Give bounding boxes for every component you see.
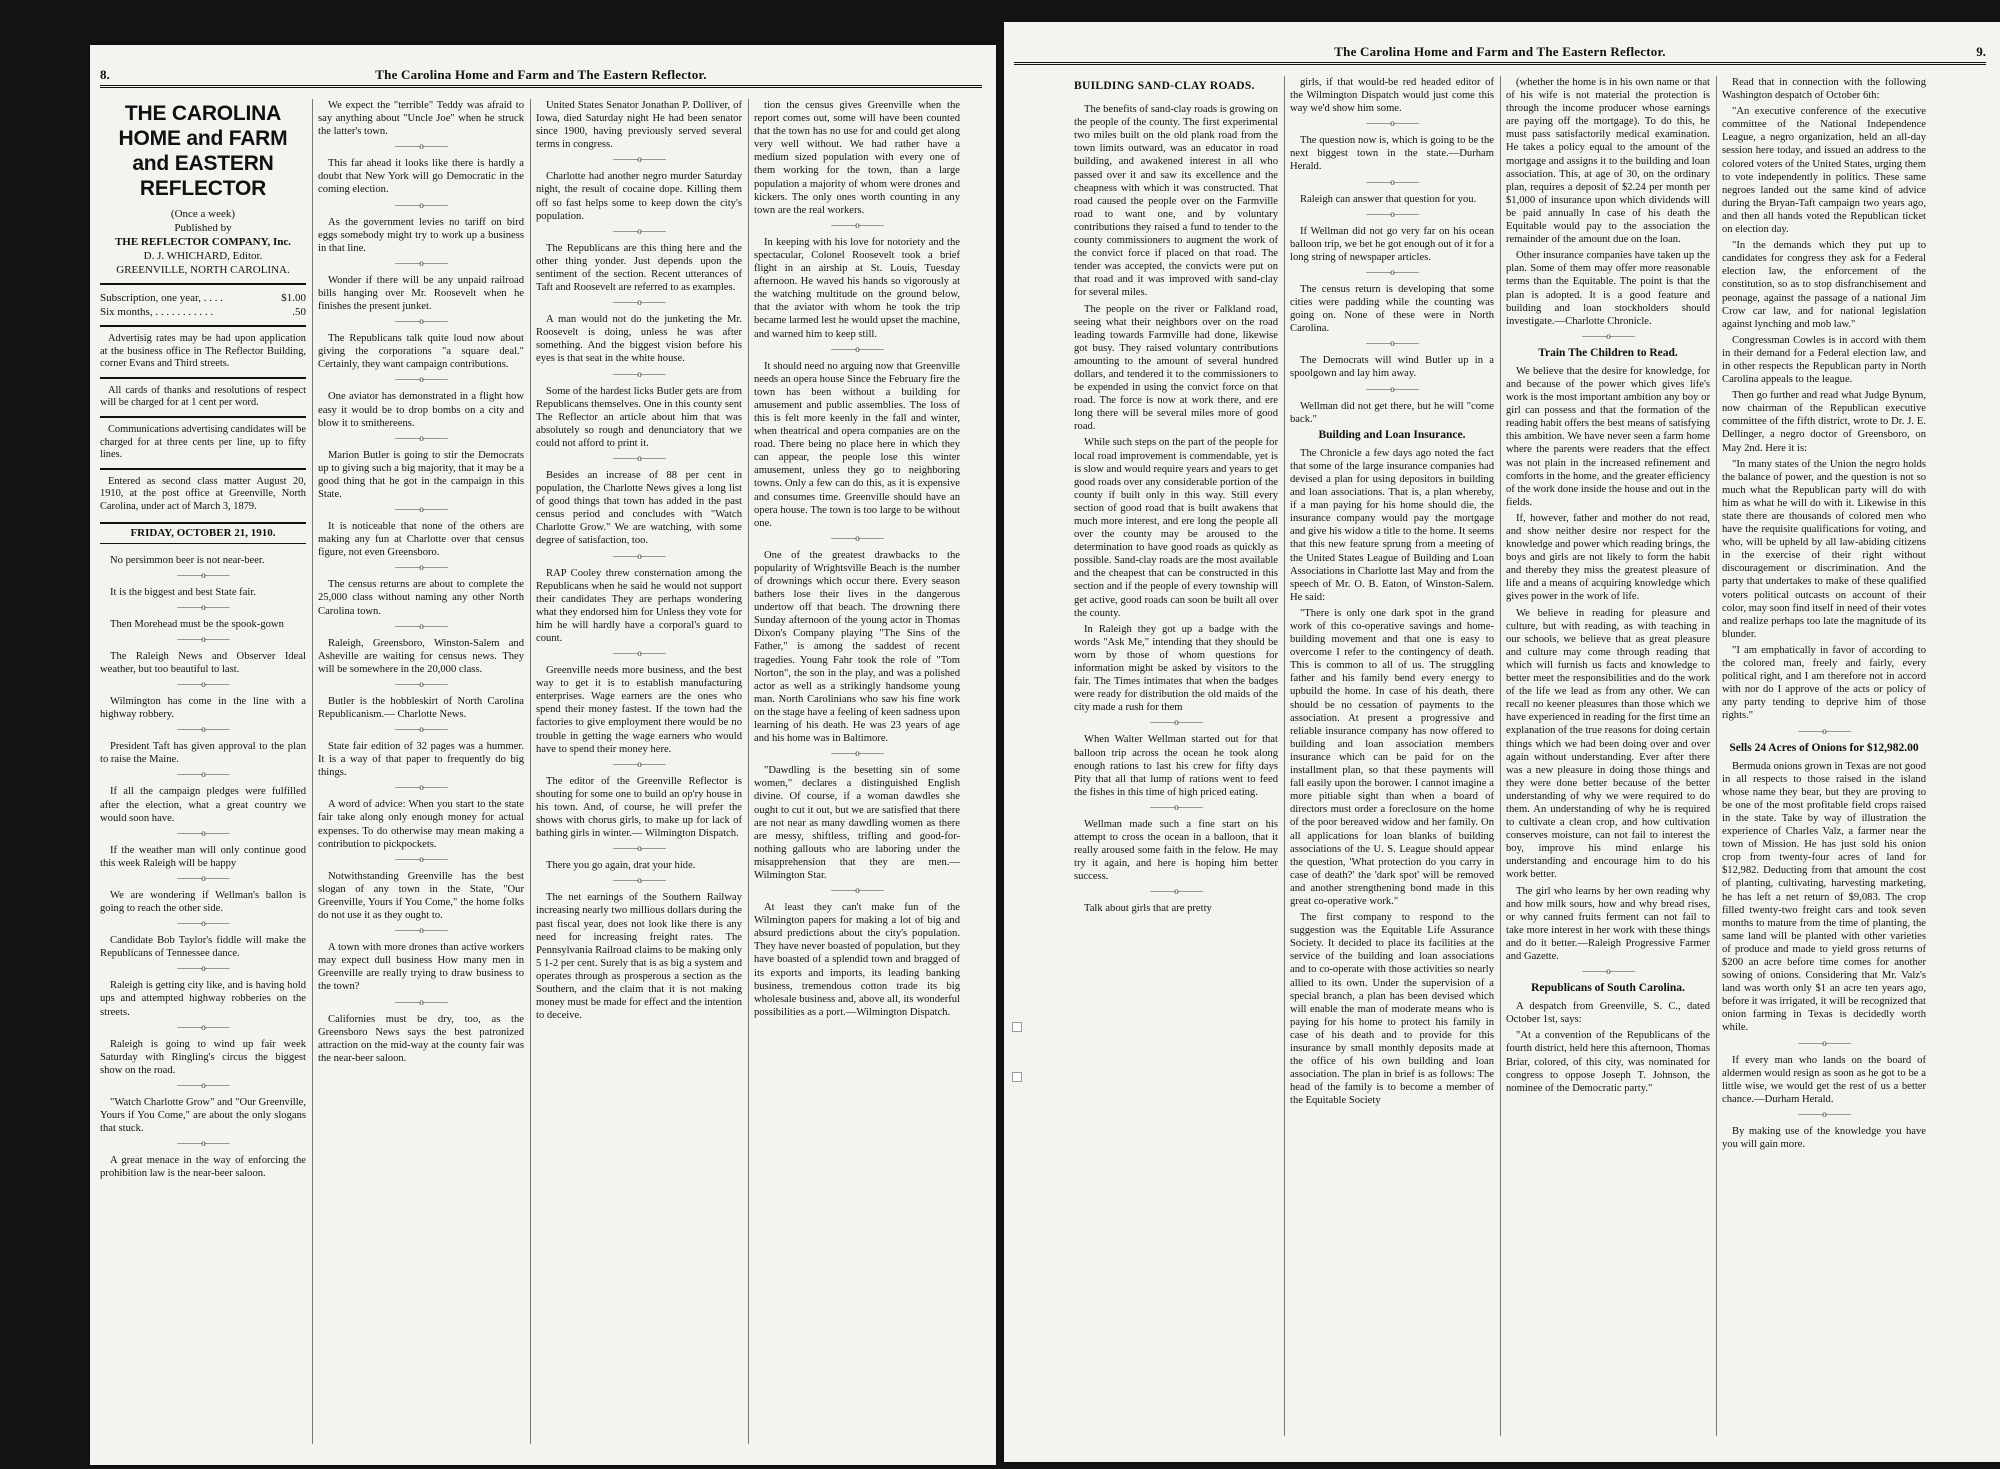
divider bbox=[100, 468, 306, 470]
paragraph: The Republicans are this thing here and the other thing yonder. Just depends upon the sentiment of the section. Recent utterances of Taft and Roosevelt are referred to as examples. bbox=[536, 242, 742, 294]
column-4 bbox=[754, 99, 960, 1444]
paragraph: Californies must be dry, too, as the Greensboro News says the best patronized attraction on the mid-way at the county fair was the near-beer saloon. bbox=[318, 1013, 524, 1064]
separator: ———o——— bbox=[395, 724, 447, 735]
paragraph: "There is only one dark spot in the grand work of this co-operative savings and home-building movement and that one is easy to overcome I refer to the contingency of death. This is common to all of us. The struggling father and his family bend every energy to upbuild the home. In case of his death, there should be no cessation of payments to the association. At present a progressive and reliable insurance company has now offered to building and loan association members insurance which can be paid for on the installment plan, so that these payments will fall easily upon the borower. I cannot imagine a more pitiable sight than when a board of directors must order a foreclosure on the home of the poor bereaved widow and her family. On all applications for loan blanks of building associations of the U. S. League should appear the question, 'What protection do you carry in case of death?' the 'dark spot' will be removed and another strengthening bond made in this great co-operative work." bbox=[1290, 607, 1494, 907]
paragraph: The question now is, which is going to be the next biggest town in the state.—Durham Herald. bbox=[1290, 135, 1494, 173]
paragraph: If the weather man will only continue good this week Raleigh will be happy bbox=[100, 844, 306, 869]
masthead-editor: D. J. WHICHARD, Editor. bbox=[143, 250, 263, 262]
column-divider bbox=[312, 99, 313, 1444]
paragraph: The census returns are about to complete the 25,000 class without naming any other North Carolina town. bbox=[318, 579, 524, 617]
paragraph: As the government levies no tariff on bird eggs somebody might try to work up a business in that line. bbox=[318, 216, 524, 254]
separator: ———o——— bbox=[1150, 886, 1202, 897]
separator: ———o——— bbox=[831, 343, 883, 354]
notice: Advertisig rates may be had upon application at the business office in The Reflector Building, corner Evans and Third streets. bbox=[100, 333, 306, 370]
separator: ———o——— bbox=[1798, 1037, 1850, 1048]
paragraph: No persimmon beer is not near-beer. bbox=[110, 554, 265, 566]
masthead-title: THE CAROLINA HOME and FARM and EASTERN REFLECTOR bbox=[118, 102, 288, 200]
sub-price: .50 bbox=[292, 306, 306, 318]
separator: ———o——— bbox=[395, 996, 447, 1007]
article-body bbox=[1722, 760, 1926, 1152]
scan-marker bbox=[1012, 1072, 1022, 1082]
column-1 bbox=[1074, 76, 1278, 1436]
paragraph: In Raleigh they got up a badge with the words "Ask Me," intending that they should be worn by those of whom questions for information might be asked by visitors to the fair. The Times intimates that when the badges were ready for distribution the old maids of the city made a rush for them bbox=[1074, 623, 1278, 714]
separator: ———o——— bbox=[395, 782, 447, 793]
separator: ———o——— bbox=[831, 748, 883, 759]
divider bbox=[100, 377, 306, 379]
separator: ———o——— bbox=[613, 225, 665, 236]
paragraph: It is noticeable that none of the others are making any fun at Charlotte over that census figure, not even Greensboro. bbox=[318, 521, 524, 559]
paragraph: Talk about girls that are pretty bbox=[1084, 903, 1212, 915]
paragraph: Congressman Cowles is in accord with them in their demand for a Federal election law, and in other respects the Republican party in North Carolina appeals to the league. bbox=[1722, 334, 1926, 386]
paragraph: "An executive conference of the executive committee of the National Independence League, a negro organization, held an all-day session here today, and issued an address to the colored voters of the United States, urging them to vote independently in politics. These same negroes landed out the same kind of advice during the Bryan-Taft campaign two years ago, and then all hands voted the Republican ticket on election day. bbox=[1722, 106, 1926, 236]
paragraph: (whether the home is in his own name or that of his wife is not material the protection is through the income producer whose earnings are paying off the mortgage). To do this, he must pass satisfactorily medical examination. He takes a policy equal to the amount of the mortgage and assigns it to the building and loan association. This, at age of 30, on the ordinary plan, requires a deposit of $2.24 per month per $1,000 of insurance upon which dividends will be paid annually In case of his death the Equitable would pay to the association the remainder of the amount due on the loan. bbox=[1506, 77, 1710, 246]
paragraph: This far ahead it looks like there is hardly a doubt that New York will go Democratic in the coming election. bbox=[318, 158, 524, 196]
paragraph: girls, if that would-be red headed editor of the Wilmington Dispatch would just come this way we'd show him some. bbox=[1290, 77, 1494, 115]
paragraph: If all the campaign pledges were fulfilled after the election, what a great country we would soon have. bbox=[100, 786, 306, 824]
separator: ———o——— bbox=[395, 316, 447, 327]
article-body bbox=[1506, 1000, 1710, 1095]
separator: ———o——— bbox=[1150, 801, 1202, 812]
article-body bbox=[1722, 76, 1926, 723]
sub-label: Six months, . . . . . . . . . . . bbox=[100, 306, 214, 318]
column-3 bbox=[536, 99, 742, 1444]
paragraph: "I am emphatically in favor of according to the colored man, freely and fairly, every political right, and I am therefore not in accord with nor do I approve of the acts or policy of any party tending to deprive him of those rights." bbox=[1722, 644, 1926, 722]
paragraph: The girl who learns by her own reading why and how milk sours, how and why bread rises, or why canned fruits ferment can not fail to take more interest in her work with these things and do it better.—Raleigh Progressive Farmer and Gazette. bbox=[1506, 885, 1710, 962]
separator: ———o——— bbox=[613, 843, 665, 854]
paragraph: Wellman made such a fine start on his attempt to cross the ocean in a balloon, that it really aroused some faith in the felow. He may try it again, and here is hoping him better success. bbox=[1074, 818, 1278, 883]
divider bbox=[100, 325, 306, 327]
separator: ———o——— bbox=[395, 199, 447, 210]
paragraph: We are wondering if Wellman's ballon is going to reach the other side. bbox=[100, 889, 306, 915]
separator: ———o——— bbox=[177, 827, 229, 838]
masthead-info bbox=[100, 207, 306, 277]
column-divider bbox=[530, 99, 531, 1444]
notice: Communications advertising candidates will be charged for at three cents per line, up to fifty lines. bbox=[100, 423, 306, 461]
separator: ———o——— bbox=[1582, 966, 1634, 977]
issue-date: FRIDAY, OCTOBER 21, 1910. bbox=[100, 522, 306, 544]
subscription-six-months bbox=[100, 305, 306, 319]
paragraph: tion the census gives Greenville when the report comes out, some will have been counted that the town has no use for and could get along very well without. We had rather have a medium sized population with every one of them working for the town, than a large population a majority of whom were drones and kickers. The only ones worth counting in any town are the real workers. bbox=[754, 100, 960, 216]
paragraph: It should need no arguing now that Greenville needs an opera house Since the February fire the town has been without a building for amusement and public assemblies. The loss of this is felt more keenly in the fall and winter, when theatrical and opera companies are on the road. There being no place here in which they can appear, the people lose this winter amusement, unless they go to neighboring towns. Only a few can do this, as it is expensive and consumes time. Greenville should have an opera house. The town is too large to be without one. bbox=[754, 360, 960, 529]
separator: ———o——— bbox=[395, 925, 447, 936]
paragraph: Raleigh, Greensboro, Winston-Salem and Asheville are waiting for census news. They will be somewhere in the 20,000 class. bbox=[318, 637, 524, 675]
paragraph: Candidate Bob Taylor's fiddle will make the Republicans of Tennessee dance. bbox=[100, 935, 306, 960]
separator: ———o——— bbox=[1150, 717, 1202, 728]
page-number: 8. bbox=[100, 67, 110, 82]
paragraph: Raleigh is getting city like, and is having hold ups and attempted highway robberies on the streets. bbox=[100, 980, 306, 1018]
column-2 bbox=[318, 99, 524, 1444]
separator: ———o——— bbox=[177, 1021, 229, 1032]
column-2 bbox=[1290, 76, 1494, 1436]
paragraph: "In many states of the Union the negro holds the balance of power, and the question is not so much what the Republican party will do with him as what he will do with it. Likewise in this state there are thousands of colored men who have the requisite qualifications for voting, and who, will be upheld by all law-abiding citizens in the exercise of their right without discouragement or discrimination. And the party that undertakes to make of these qualified voters political outcasts on account of their color, may soon find itself in need of their votes and realize perhaps too late the magnitude of its blunder. bbox=[1722, 458, 1926, 640]
separator: ———o——— bbox=[613, 648, 665, 659]
separator: ———o——— bbox=[395, 432, 447, 443]
separator: ———o——— bbox=[613, 452, 665, 463]
paragraph: President Taft has given approval to the plan to raise the Maine. bbox=[100, 741, 306, 766]
separator: ———o——— bbox=[177, 601, 229, 612]
paragraph: Read that in connection with the following Washington despatch of October 6th: bbox=[1722, 77, 1926, 102]
sub-label: Subscription, one year, . . . . bbox=[100, 292, 223, 304]
paragraph: United States Senator Jonathan P. Dolliver, of Iowa, died Saturday night He had been senator since 1900, having previously served several terms in congress. bbox=[536, 100, 742, 151]
paragraph: The people on the river or Falkland road, seeing what their neighbors over on the road leading towards Farmville had done, likewise got busy. They raised voluntary contributions amounting to the amount of several hundred dollars, and tendered it to the commissioners to be expended in using the convict force on that road. The force is now at work there, and ere long there will be several miles more of good road. bbox=[1074, 303, 1278, 433]
newspaper-page-right bbox=[1004, 22, 2000, 1462]
masthead-location: GREENVILLE, NORTH CAROLINA. bbox=[116, 264, 290, 276]
paragraph: Wonder if there will be any unpaid railroad bills hanging over Mr. Roosevelt when he finishes the present junket. bbox=[318, 274, 524, 313]
paragraph: Wellman did not get there, but he will "come back." bbox=[1290, 400, 1494, 425]
column-4 bbox=[1722, 76, 1926, 1436]
paragraph: The census return is developing that some cities were padding while the counting was going on. None of these were in North Carolina. bbox=[1290, 283, 1494, 335]
separator: ———o——— bbox=[831, 532, 883, 543]
paragraph: Raleigh is going to wind up fair week Saturday with Ringling's circus the biggest show on the road. bbox=[100, 1038, 306, 1076]
separator: ———o——— bbox=[177, 872, 229, 883]
separator: ———o——— bbox=[177, 963, 229, 974]
paragraph: It is the biggest and best State fair. bbox=[110, 586, 256, 598]
running-head: The Carolina Home and Farm and The Eastern Reflector. bbox=[375, 67, 707, 82]
column-3 bbox=[1506, 76, 1710, 1436]
column-divider bbox=[1716, 76, 1717, 1436]
column-divider bbox=[1500, 76, 1501, 1436]
paragraph: The net earnings of the Southern Railway increasing nearly two millious dollars during the past fiscal year, does not look like there is any need for increasing freight rates. The Pennsylvania Railroad claims to be making only 5 1-2 per cent. Surely that is as big a system and operates through as prosperous a section as the Southern, and the claim that it is not making money must be made for effect and the intention to deceive. bbox=[536, 892, 742, 1022]
column-items bbox=[1074, 623, 1278, 916]
paragraph: The benefits of sand-clay roads is growing on the people of the county. The first experimental two miles built on the old plank road from the town limits outward, was an educator in road building, and awakened interest in all who passed over it and saw its excellence and the cheapness with which it was constructed. That road caused the people over on the Farmville road to want one, and by voluntary contributions they raised a fund to tender to the county commissioners to augment the work of the convict force if placed on that road. The tender was accepted, the convicts were put on that road and it was improved with sand-clay for several miles. bbox=[1074, 104, 1278, 299]
paragraph: Other insurance companies have taken up the plan. Some of them may offer more reasonable terms than the Equitable. The point is that the plan is adopted. It is a good feature and building and loan stockholders should investigate.—Charlotte Chronicle. bbox=[1506, 250, 1710, 327]
page-header bbox=[100, 67, 982, 87]
separator: ———o——— bbox=[177, 679, 229, 690]
notice: Entered as second class matter August 20, 1910, at the post office at Greenville, North Carolina, under act of March 3, 1879. bbox=[100, 475, 306, 512]
subscription-year bbox=[100, 291, 306, 305]
separator: ———o——— bbox=[613, 758, 665, 769]
article-body bbox=[1290, 447, 1494, 1108]
separator: ———o——— bbox=[395, 504, 447, 515]
column-divider bbox=[1284, 76, 1285, 1436]
separator: ———o——— bbox=[395, 678, 447, 689]
page-number: 9. bbox=[1976, 44, 1986, 59]
separator: ———o——— bbox=[831, 885, 883, 896]
paragraph: We expect the "terrible" Teddy was afraid to say anything about "Uncle Joe" when he struck the latter's town. bbox=[318, 100, 524, 138]
separator: ———o——— bbox=[395, 853, 447, 864]
masthead-company: THE REFLECTOR COMPANY, Inc. bbox=[114, 236, 292, 248]
paragraph: Charlotte had another negro murder Saturday night, the result of cocaine dope. Killing them off so fast helps some to keep down the city's population. bbox=[536, 171, 742, 222]
separator: ———o——— bbox=[1366, 338, 1418, 349]
paragraph: Bermuda onions grown in Texas are not good in all respects to those raised in the island whose name they bear, but they are proving to be one of the most profitable field crops raised in the state. Take by way of illustration the experience of Charles Valz, a farmer near the town of Mission. He has just sold his onion crop from twenty-four acres of land for $12,982. Deducting from that amount the cost of planting, cultivating, harvesting marketing, he has left a net return of $9,083. The crop filled twenty-two freight cars and took seven months to mature from the time of planting, the same land will be planted with other varieties of produce and made to yield gross returns of $200 an acre before time comes for another sowing of onions. Considering that Mr. Valz's land was worth only $1 an acre ten years ago, before it was irrigated, it will be recognized that onion farming in Texas is decidedly worth while. bbox=[1722, 760, 1926, 1034]
separator: ———o——— bbox=[395, 562, 447, 573]
separator: ———o——— bbox=[1366, 118, 1418, 129]
paragraph: There you go again, drat your hide. bbox=[546, 860, 696, 872]
separator: ———o——— bbox=[613, 297, 665, 308]
paragraph: State fair edition of 32 pages was a hummer. It is a way of that paper to frequently do big things. bbox=[318, 741, 524, 779]
paragraph: Besides an increase of 88 per cent in population, the Charlotte News gives a long list of good things that town has added in the past census period and concludes with "Watch Charlotte Grow." We are watching, with some degree of satisfaction, too. bbox=[536, 469, 742, 547]
paragraph: When Walter Wellman started out for that balloon trip across the ocean he took along enough rations to last his crew for fifty days Pity that all that lump of rations went to feed the fishes in this time of high priced eating. bbox=[1074, 734, 1278, 798]
masthead-frequency: (Once a week) bbox=[170, 208, 236, 220]
column-items bbox=[1290, 76, 1494, 426]
paragraph: A town with more drones than active workers may expect dull business How many men in Greenville are really trying to draw business to the town? bbox=[318, 942, 524, 993]
header-rule bbox=[100, 85, 982, 88]
paragraph: A despatch from Greenville, S. C., dated October 1st, says: bbox=[1506, 1001, 1710, 1026]
article-body bbox=[1506, 365, 1710, 963]
separator: ———o——— bbox=[177, 918, 229, 929]
separator: ———o——— bbox=[1366, 208, 1418, 219]
separator: ———o——— bbox=[1582, 330, 1634, 341]
separator: ———o——— bbox=[395, 374, 447, 385]
header-rule bbox=[1014, 62, 1986, 65]
article-heading: Republicans of South Carolina. bbox=[1531, 982, 1685, 995]
paragraph: If Wellman did not go very far on his ocean balloon trip, we bet he got enough out of it for a long string of newspaper articles. bbox=[1290, 225, 1494, 263]
paragraph: "At a convention of the Republicans of the fourth district, held here this afternoon, Thomas Briar, colored, of this city, was nominated for congress to oppose Joseph T. Johnson, the nominee of the Democratic party." bbox=[1506, 1030, 1710, 1094]
masthead-published-by: Published by bbox=[174, 222, 232, 234]
paragraph: The Democrats will wind Butler up in a spoolgown and lay him away. bbox=[1290, 355, 1494, 380]
paragraph: Marion Butler is going to stir the Democrats up to giving such a big majority, that it may be a good thing that he got in the campaign in this State. bbox=[318, 449, 524, 500]
separator: ———o——— bbox=[1798, 725, 1850, 736]
paragraph: Greenville needs more business, and the best way to get it is to establish manufacturing enterprises. Wage earners are the ones who spend their money fastest. If the town had the factories to give employment there would be no trouble in getting the wage earners who would have to spend their money here. bbox=[536, 665, 742, 755]
separator: ———o——— bbox=[1366, 266, 1418, 277]
separator: ———o——— bbox=[1366, 176, 1418, 187]
column-divider bbox=[748, 99, 749, 1444]
paragraph: If, however, father and mother do not read, and show neither desire nor respect for the knowledge and power which reading brings, the boys and girls are not likely to form the habit and thereby they miss the greatest pleasure of life and a means of acquiring knowledge which gives power in the work of life. bbox=[1506, 512, 1710, 603]
paragraph: A man would not do the junketing the Mr. Roosevelt is doing, unless he was after something. And the biggest vision before his eyes is that seat in the white house. bbox=[536, 314, 742, 365]
separator: ———o——— bbox=[177, 1138, 229, 1149]
paragraph: In keeping with his love for notoriety and the spectacular, Colonel Roosevelt took a brief flight in an airship at St. Louis, Tuesday afternoon. He waved his hands so vigorously at the watching multitude on the ground below, that the aviator with whom he took the trip became larmed lest he would upset the machine, and warned him to keep still. bbox=[754, 236, 960, 340]
article-heading: Sells 24 Acres of Onions for $12,982.00 bbox=[1729, 741, 1919, 754]
paragraph: If every man who lands on the board of aldermen would resign as soon as he got to be a little wise, we would get the rest of us a better chance.—Durham Herald. bbox=[1722, 1054, 1926, 1105]
paragraph: Wilmington has come in the line with a highway robbery. bbox=[100, 696, 306, 721]
paragraph: We believe in reading for pleasure and culture, but with reading, as with teaching in our schools, we believe that as great pleasure and culture may come through reading that which will furnish us facts and knowledge to better meet the responsibilities and do the work of the life we lead as from any other. We can recall no keener pleasures than those which we have experienced in reading for the first time an explanation of the true reasons for doing certain things which we had been doing over and over again without understanding. Ever after there was a new pleasure in doing those things and they were done better because of the better understanding of why we were required to do them. An understanding of why he is required to cultivate a clean crop, and how cultivation conserves moisture, can not fail to interest the boy, improve his mind enlarge his understanding and encourage him to do his work better. bbox=[1506, 607, 1710, 881]
separator: ———o——— bbox=[1798, 1108, 1850, 1119]
article-heading: Train The Children to Read. bbox=[1538, 346, 1678, 359]
divider bbox=[100, 283, 306, 285]
separator: ———o——— bbox=[613, 875, 665, 886]
paragraph: At least they can't make fun of the Wilmington papers for making a lot of big and absurd predictions about the city's population. They have never boasted of population, but they have boasted of a splendid town and bragged of its exports and imports, its leading banking business, tremendous cotton trade its big wholesale business and, above all, its wonderful possibilities as a port.—Wilmington Dispatch. bbox=[754, 902, 960, 1018]
paragraph: Butler is the hobbleskirt of North Carolina Republicanism.— Charlotte News. bbox=[318, 695, 524, 720]
paragraph: Then go further and read what Judge Bynum, now chairman of the Republican executive committee of the fifth district, wrote to Dr. J. E. Dellinger, a negro doctor of Greensboro, on May 2nd. Here it is: bbox=[1722, 390, 1926, 454]
separator: ———o——— bbox=[177, 724, 229, 735]
article-heading: BUILDING SAND-CLAY ROADS. bbox=[1074, 80, 1255, 92]
separator: ———o——— bbox=[395, 141, 447, 152]
separator: ———o——— bbox=[177, 1079, 229, 1090]
paragraph: Some of the hardest licks Butler gets are from Republicans themselves. One in this county sent The Reflector an article about him that was absolutely so rough and denunciatory that we could not afford to print it. bbox=[536, 385, 742, 449]
paragraph: The Republicans talk quite loud now about giving the corporations "a square deal." Certainly, they want campaign contributions. bbox=[318, 333, 524, 371]
separator: ———o——— bbox=[613, 368, 665, 379]
column-1-items bbox=[100, 554, 306, 1181]
separator: ———o——— bbox=[613, 550, 665, 561]
article-body bbox=[1074, 103, 1278, 620]
separator: ———o——— bbox=[177, 569, 229, 580]
separator: ———o——— bbox=[177, 769, 229, 780]
article-body bbox=[1506, 76, 1710, 328]
paragraph: RAP Cooley threw consternation among the Republicans when he said he would not support their candidates They are perhaps wondering what they endorsed him for Unless they vote for him he will hardly have a corporal's guard to count. bbox=[536, 567, 742, 644]
paragraph: "Watch Charlotte Grow" and "Our Greenville, Yours if You Come," are about the only slogans that stuck. bbox=[100, 1096, 306, 1135]
scan-marker bbox=[1012, 1022, 1022, 1032]
paragraph: A word of advice: When you start to the state fair take along only enough money for actual expenses. To do otherwise may mean making a contribution to pickpockets. bbox=[318, 799, 524, 850]
separator: ———o——— bbox=[177, 633, 229, 644]
separator: ———o——— bbox=[395, 620, 447, 631]
running-head: The Carolina Home and Farm and The Eastern Reflector. bbox=[1334, 44, 1666, 59]
paragraph: A great menace in the way of enforcing the prohibition law is the near-beer saloon. bbox=[100, 1155, 306, 1180]
separator: ———o——— bbox=[395, 257, 447, 268]
paragraph: "In the demands which they put up to candidates for congress they ask for a Federal election law, the enforcement of the constitution, so as to stop disfranchisement and peonage, against the passage of a national Jim Crow car law, and for national legislation against lynching and mob law." bbox=[1722, 240, 1926, 330]
separator: ———o——— bbox=[613, 154, 665, 165]
sub-price: $1.00 bbox=[281, 292, 306, 304]
page-header bbox=[1014, 44, 1986, 64]
separator: ———o——— bbox=[831, 219, 883, 230]
column-1 bbox=[100, 99, 306, 1444]
paragraph: The Raleigh News and Observer Ideal weather, but too beautiful to last. bbox=[100, 650, 306, 675]
divider bbox=[100, 416, 306, 418]
paragraph: The editor of the Greenville Reflector is shouting for some one to build an op'ry house in his town. And, of course, he will prefer the shows with chorus girls, to make up for lack of bathing girls in winter.— Wilmington Dispatch. bbox=[536, 775, 742, 840]
paragraph: The Chronicle a few days ago noted the fact that some of the large insurance companies had devised a plan for using depositors in building and loan associations. That is, a plan whereby, if a man paying for his home should die, the insurance company would pay the mortgage and give his widow a title to the home. It seems that this new feature sprung from a meeting of the United States League of Building and Loan Associations in Charlotte last May and from the speech of Mr. O. B. Eaton, of Winston-Salem. He said: bbox=[1290, 447, 1494, 603]
paragraph: Raleigh can answer that question for you. bbox=[1300, 193, 1477, 205]
paragraph: Notwithstanding Greenville has the best slogan of any town in the State, "Our Greenville, Yours if You Come," the home folks do not use it as they ought to. bbox=[318, 870, 524, 922]
notice: All cards of thanks and resolutions of respect will be charged for at 1 cent per word. bbox=[100, 384, 306, 409]
paragraph: One of the greatest drawbacks to the popularity of Wrightsville Beach is the number of drownings which occur there. Every season bathers lose their lives in the dangerous undertow off that beach. The drowning there Sunday afternoon of the young actor in Thomas Dixon's Company playing "The Sins of the Father," is among the saddest of recent tragedies. Young Fahr took the role of "Tom Norton", the son in the play, and was a polished actor as well as a strikingly handsome young man. North Carolinians who saw his fine work on the stage have a feeling of keen sadness upon learning of his death. He was 23 years of age and his home was in Baltimore. bbox=[754, 549, 960, 745]
paragraph: Then Morehead must be the spook-gown bbox=[110, 618, 284, 630]
paragraph: "Dawdling is the besetting sin of some women," declares a distinguished English divine. Of course, if a woman dawdles she ought to cut it out, but we are satisfied that there are not near as many dawdling women as there are messy, shiftless, trifling and good-for-nothing gallouts who are laboring under the misapprehension that they are men.—Wilmington Star. bbox=[754, 765, 960, 881]
paragraph: While such steps on the part of the people for local road improvement is commendable, yet is is slow and would require years and years to get good roads over any considerable portion of the county if built only in this way. Still every section of good road that is built awakens that much more interest, and ere long the people all over the county may be aroused to the determination to have good roads as quickly as possible. Sand-clay roads are the most available and the cheapest that can be constructed in this section and if the people of every township will get active, good roads can soon be built all over the county. bbox=[1074, 437, 1278, 619]
newspaper-page-left bbox=[90, 45, 996, 1465]
paragraph: We believe that the desire for knowledge, for and because of the power which gives life's work is the most important ambition any boy or girl can possess and that the formation of the reading habit offers the best means of satisfying this ambition. We have never seen a farm home where the parents were readers that the effect was not plain in the increased refinement and comforts in the home, and the greater efficiency of the work done inside the house and out in the fields. bbox=[1506, 365, 1710, 508]
article-heading: Building and Loan Insurance. bbox=[1318, 428, 1466, 441]
paragraph: By making use of the knowledge you have you will gain more. bbox=[1722, 1125, 1926, 1151]
paragraph: One aviator has demonstrated in a flight how easy it would be to drop bombs on a city and blow it to smithereens. bbox=[318, 391, 524, 429]
paragraph: The first company to respond to the suggestion was the Equitable Life Assurance Society. It decided to place its facilities at the service of the building and loan associations and to co-operate with those activities so nearly allied to its own. Under the supervision of a special branch, a plan has been devised which will enable the man of moderate means who is paying for his home to protect his family in case of his death and to provide for this insurance by small monthly deposits made at the office of his own building and loan association. The plan in brief is as follows: The head of the family is to become a member of the Equitable Society bbox=[1290, 912, 1494, 1107]
separator: ———o——— bbox=[1366, 383, 1418, 394]
